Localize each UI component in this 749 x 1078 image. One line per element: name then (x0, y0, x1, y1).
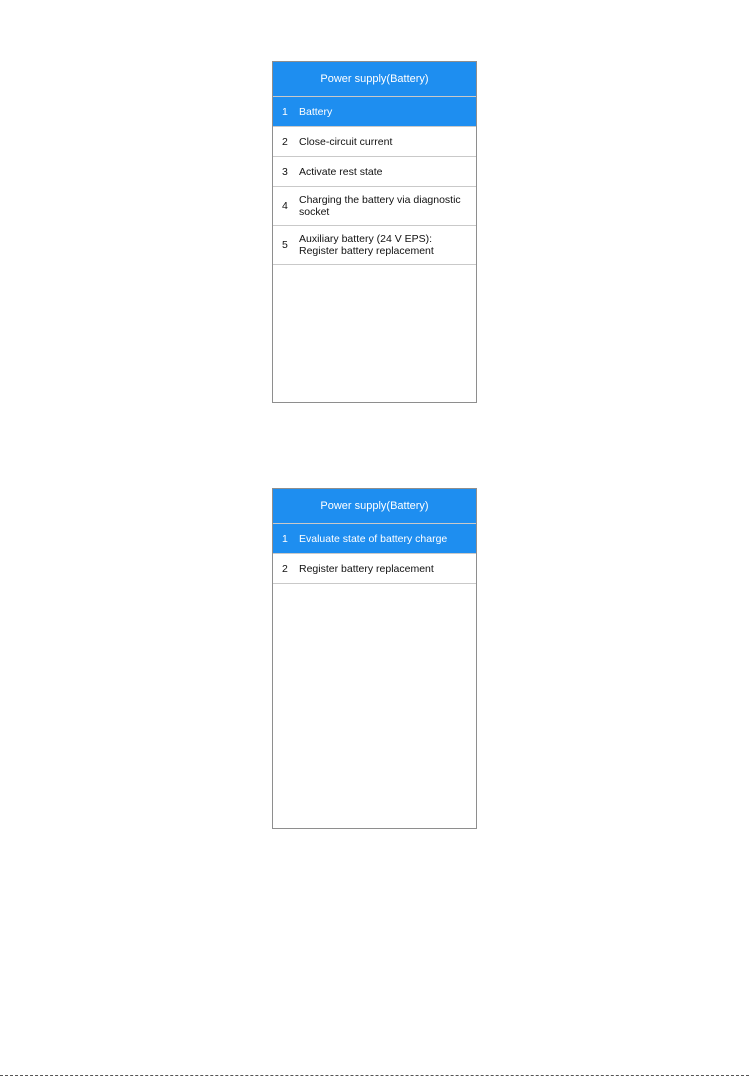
menu-item-label: Register battery replacement (299, 562, 434, 575)
menu-item-label: Auxiliary battery (24 V EPS): Register battery replacement (299, 233, 434, 257)
menu-list (273, 97, 476, 265)
menu-item-label: Evaluate state of battery charge (299, 532, 448, 545)
menu-item-close-circuit-current[interactable] (273, 127, 476, 157)
menu-screen-power-supply-battery-sub (272, 488, 477, 829)
menu-item-auxiliary-battery[interactable] (273, 226, 476, 265)
menu-item-battery[interactable] (273, 97, 476, 127)
menu-item-label: Charging the battery via diagnostic socket (299, 194, 461, 218)
menu-item-label: Activate rest state (299, 165, 383, 178)
menu-item-number: 2 (282, 135, 288, 148)
screen-title: Power supply(Battery) (273, 489, 476, 524)
page-divider-line (0, 1075, 749, 1076)
menu-screen-power-supply-battery (272, 61, 477, 403)
menu-item-register-battery-replacement[interactable] (273, 554, 476, 584)
menu-list (273, 524, 476, 584)
menu-item-number: 2 (282, 562, 288, 575)
menu-item-label: Battery (299, 105, 333, 118)
menu-item-evaluate-state-of-charge[interactable] (273, 524, 476, 554)
screen-title: Power supply(Battery) (273, 62, 476, 97)
menu-item-label: Close-circuit current (299, 135, 393, 148)
menu-item-number: 1 (282, 532, 288, 545)
menu-item-number: 5 (282, 239, 288, 251)
menu-item-number: 4 (282, 200, 288, 212)
menu-item-number: 1 (282, 105, 288, 118)
menu-item-charging-via-diagnostic-socket[interactable] (273, 187, 476, 226)
menu-item-activate-rest-state[interactable] (273, 157, 476, 187)
menu-item-number: 3 (282, 165, 288, 178)
